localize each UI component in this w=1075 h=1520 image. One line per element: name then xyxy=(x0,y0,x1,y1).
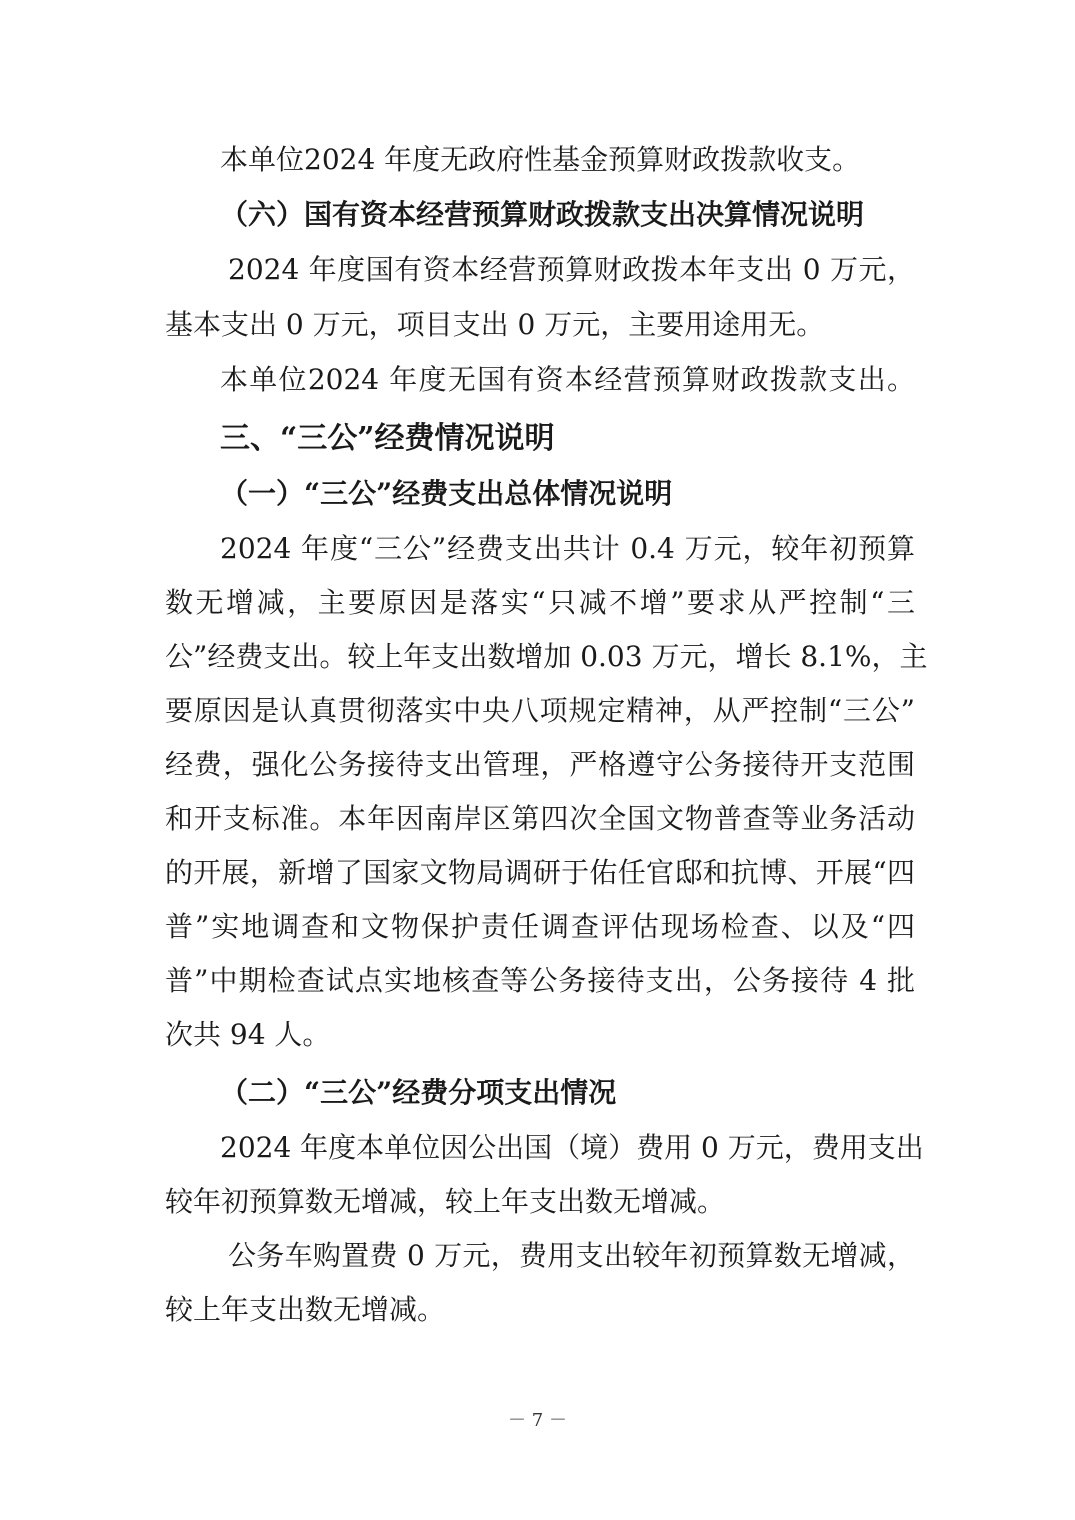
paragraph-line: 2024 年度本单位因公出国（境）费用 0 万元，费用支出 xyxy=(220,1131,924,1164)
paragraph-line: 较上年支出数无增减。 xyxy=(165,1293,446,1326)
section-heading: （六）国有资本经营预算财政拨款支出决算情况说明 xyxy=(220,198,865,231)
paragraph-line: 本单位2024 年度无政府性基金预算财政拨款收支。 xyxy=(220,143,861,176)
chapter-heading: 三、“三公”经费情况说明 xyxy=(220,421,555,456)
paragraph-line: 普”中期检查试点实地核查等公务接待支出，公务接待 4 批 xyxy=(165,964,915,997)
paragraph-line: 本单位2024 年度无国有资本经营预算财政拨款支出。 xyxy=(220,363,915,396)
paragraph-line: 次共 94 人。 xyxy=(165,1018,331,1051)
paragraph-line: 数无增减，主要原因是落实“只减不增”要求从严控制“三 xyxy=(165,586,915,619)
paragraph-line: 和开支标准。本年因南岸区第四次全国文物普查等业务活动 xyxy=(165,802,915,835)
paragraph-line: 的开展，新增了国家文物局调研于佑任官邸和抗博、开展“四 xyxy=(165,856,915,889)
section-heading: （二）“三公”经费分项支出情况 xyxy=(220,1076,617,1109)
paragraph-line: 2024 年度国有资本经营预算财政拨本年支出 0 万元， xyxy=(228,253,915,286)
paragraph-line: 普”实地调查和文物保护责任调查评估现场检查、以及“四 xyxy=(165,910,915,943)
paragraph-line: 基本支出 0 万元，项目支出 0 万元，主要用途用无。 xyxy=(165,308,825,341)
section-heading: （一）“三公”经费支出总体情况说明 xyxy=(220,477,673,510)
page-number: － 7 － xyxy=(508,1410,567,1431)
paragraph-line: 较年初预算数无增减，较上年支出数无增减。 xyxy=(165,1185,726,1218)
paragraph-line: 公”经费支出。较上年支出数增加 0.03 万元，增长 8.1%，主 xyxy=(165,640,928,673)
paragraph-line: 经费，强化公务接待支出管理，严格遵守公务接待开支范围 xyxy=(165,748,915,781)
paragraph-line: 要原因是认真贯彻落实中央八项规定精神，从严控制“三公” xyxy=(165,694,915,727)
paragraph-line: 2024 年度“三公”经费支出共计 0.4 万元，较年初预算 xyxy=(220,532,915,565)
paragraph-line: 公务车购置费 0 万元，费用支出较年初预算数无增减， xyxy=(228,1239,915,1272)
